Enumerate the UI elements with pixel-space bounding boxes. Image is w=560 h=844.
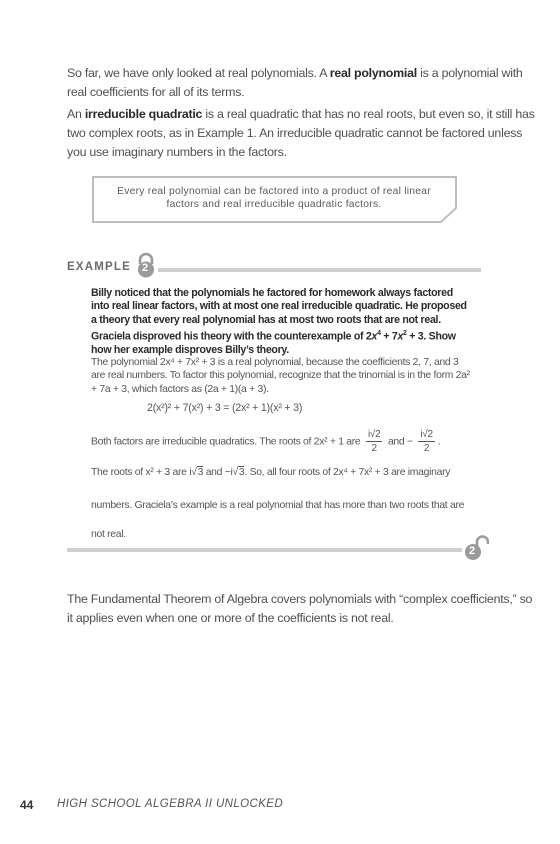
sqrt-3-b: 3 [238,467,245,478]
example-number: 2 [142,262,149,274]
solution-line-roots-1: Both factors are irreducible quadratics. The roots of 2x² + 1 are $\frac{i√2}{2}$ and − $\frac{i√2}{2}$ . [91,429,441,455]
example-problem [91,287,471,358]
problem-text-d: + 7 [380,330,398,343]
outro-paragraph: The Fundamental Theorem of Algebra covers polynomials with “complex coefficients,” so it applies even when one or more of the coefficients is not real. [67,592,533,625]
example-heading: EXAMPLE [67,261,131,273]
term-real-polynomial: real polynomial [329,66,417,80]
intro-p1-before: So far, we have only looked at real polynomials. A [67,66,330,80]
fraction-i-root2-over-2 [366,428,382,456]
intro-paragraph-2 [67,105,537,162]
book-title: HIGH SCHOOL ALGEBRA II UNLOCKED [57,798,284,810]
intro-p2-before: An [67,107,85,121]
roots-2-text-e: . So, all four roots of 2x⁴ + 7x² + 3 are imaginary [244,467,451,478]
lock-closed-icon [135,252,157,283]
solution-line-roots-2: The roots of x² + 3 are i√3 and −i√3. So, all four roots of 2x⁴ + 7x² + 3 are imaginary [91,467,451,478]
callout-box [92,176,456,222]
solution-line-4: numbers. Graciela’s example is a real polynomial that has more than two roots that are [91,500,465,511]
fraction-denominator: 2 [371,443,377,455]
problem-exp-2: 2 [403,330,407,338]
roots-1-text: Both factors are irreducible quadratics. The roots of 2x² + 1 are [91,436,361,448]
fraction-denominator-2: 2 [423,443,430,455]
problem-var-x2: x [397,330,404,343]
example-end-number: 2 [469,545,476,557]
roots-2-text-c: and −i [203,467,233,478]
sqrt-3-a: 3 [197,467,204,478]
problem-text-g: + 3. Show how her example disproves Billy’s theory. [91,330,456,357]
solution-paragraph-1: The polynomial 2x⁴ + 7x² + 3 is a real polynomial, because the coefficients 2, 7, and 3 are real numbers. To factor this polynomial, recognize that the trinomial is in the form 2a² + 7a + 3, which factors as (2a + 1)(a + 3). [91,357,470,395]
term-irreducible-quadratic: irreducible quadratic [84,107,203,121]
roots-2-text-a: The roots of x² + 3 are i [91,467,192,478]
problem-exp-4: 4 [377,330,381,338]
callout-text: Every real polynomial can be factored into a product of real linear factors and real irreducible quadratic factors. [117,186,431,210]
roots-1-and: and − [387,436,413,448]
page-number: 44 [20,798,34,812]
intro-p2-after: is a real quadratic that has no real roots, but even so, it still has two complex roots, as in Example 1. An irreducible quadratic cannot be factored unless you use imaginary numbers in the factors. [67,107,535,159]
intro-paragraph-1 [67,64,537,102]
intro-p1-after: is a polynomial with real coefficients for all of its terms. [67,66,523,99]
example-bottom-rule [67,548,462,552]
fraction-numerator: i√2 [366,428,382,442]
problem-var-x1: x [371,330,378,343]
example-top-rule [158,268,481,272]
factoring-equation: 2(x²)² + 7(x²) + 3 = (2x² + 1)(x² + 3) [147,402,303,414]
problem-text-a: Billy noticed that the polynomials he factored for homework always factored into real linear factors, with at most one real irreducible quadratic. He proposed a theory that every real polynomial has at most two roots that are not real. Graciela disproved his theory with the counterexample of 2 [91,287,467,343]
fraction-neg-i-root2-over-2 [418,428,434,456]
solution-line-5: not real. [91,529,126,540]
fraction-numerator-2: i√2 [418,428,434,442]
lock-open-icon [463,535,489,566]
